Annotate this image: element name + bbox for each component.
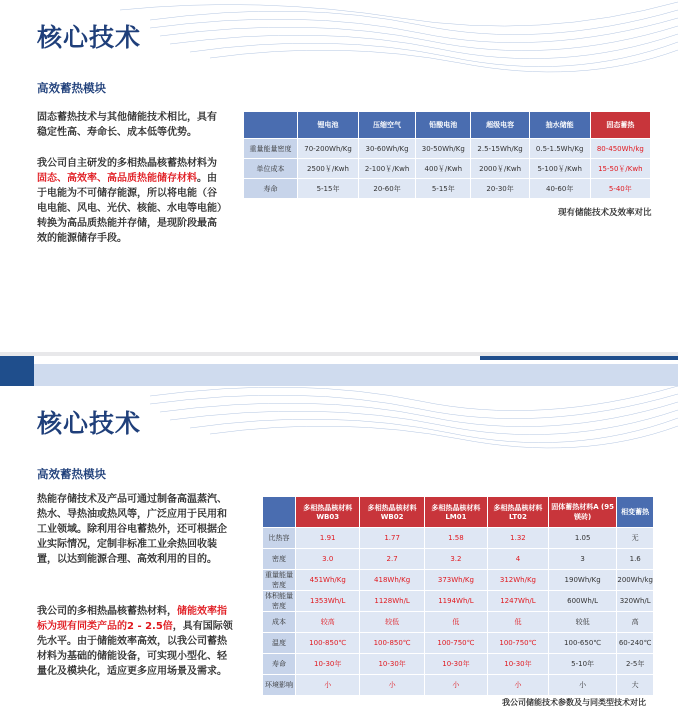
table-cell: 10-30年 xyxy=(360,654,424,675)
table-row xyxy=(263,612,654,633)
table-header-cell: 多相热晶核材料 WB02 xyxy=(360,497,424,528)
table-cell: 10-30年 xyxy=(424,654,487,675)
table-header-cell: 相变蓄热 xyxy=(617,497,654,528)
table-cell: 15-50￥/Kwh xyxy=(590,159,650,179)
table-cell: 5-15年 xyxy=(416,179,471,199)
table-cell: 5-10年 xyxy=(548,654,617,675)
row-label-cell: 密度 xyxy=(263,549,296,570)
table-cell: 100-850℃ xyxy=(296,633,360,654)
table-header-row xyxy=(263,497,654,528)
page-title: 核心技术 xyxy=(37,409,142,438)
table-cell: 320Wh/L xyxy=(617,591,654,612)
table-header-cell: 固体蓄热材料A (95镁砖) xyxy=(548,497,617,528)
table-cell: 1353Wh/L xyxy=(296,591,360,612)
table-cell: 10-30年 xyxy=(488,654,549,675)
row-label-cell: 温度 xyxy=(263,633,296,654)
slide-2 xyxy=(0,356,678,712)
table-row xyxy=(244,139,651,159)
description-text-b: 。由于电能为不可储存能源，所以将电能（谷电电能、风电、光伏、核能、水电等电能）转换为高品质热能并存储，是现阶段最高效的能源储存手段。 xyxy=(37,173,222,244)
table-header-cell: 多相热晶核材料 LM01 xyxy=(424,497,487,528)
table-cell: 40-60年 xyxy=(529,179,590,199)
row-label-cell: 单位成本 xyxy=(244,159,298,179)
table-cell: 373Wh/Kg xyxy=(424,570,487,591)
table-cell: 1128Wh/L xyxy=(360,591,424,612)
description-paragraph xyxy=(37,604,233,679)
table-cell: 100-650℃ xyxy=(548,633,617,654)
page-title: 核心技术 xyxy=(37,23,142,52)
table-cell: 20-60年 xyxy=(359,179,416,199)
table-cell: 2.7 xyxy=(360,549,424,570)
table-cell: 30-60Wh/Kg xyxy=(359,139,416,159)
table-cell: 小 xyxy=(548,675,617,696)
table-cell: 600Wh/L xyxy=(548,591,617,612)
table-cell: 小 xyxy=(424,675,487,696)
table-cell: 30-50Wh/Kg xyxy=(416,139,471,159)
table-cell: 5-100￥/Kwh xyxy=(529,159,590,179)
table-header-cell xyxy=(244,112,298,139)
table-cell: 2500￥/Kwh xyxy=(298,159,359,179)
row-label-cell: 环境影响 xyxy=(263,675,296,696)
header-stripe xyxy=(480,356,678,360)
table-header-cell: 压缩空气 xyxy=(359,112,416,139)
table-caption: 我公司储能技术参数及与同类型技术对比 xyxy=(502,698,646,707)
table-cell: 190Wh/Kg xyxy=(548,570,617,591)
table-header-row xyxy=(244,112,651,139)
row-label-cell: 重量能量密度 xyxy=(263,570,296,591)
row-label-cell: 寿命 xyxy=(244,179,298,199)
row-label-cell: 比热容 xyxy=(263,528,296,549)
table-cell: 高 xyxy=(617,612,654,633)
description-text-a: 我公司自主研发的多相热晶核蓄热材料为 xyxy=(37,158,217,169)
table-row xyxy=(244,179,651,199)
table-cell: 80-450Wh/kg xyxy=(590,139,650,159)
table-cell: 2-100￥/Kwh xyxy=(359,159,416,179)
table-cell: 100-850℃ xyxy=(360,633,424,654)
row-label-cell: 体积能量密度 xyxy=(263,591,296,612)
table-cell: 400￥/Kwh xyxy=(416,159,471,179)
table-cell: 低 xyxy=(424,612,487,633)
section-subtitle: 高效蓄热模块 xyxy=(37,467,106,481)
table-cell: 小 xyxy=(360,675,424,696)
section-subtitle: 高效蓄热模块 xyxy=(37,81,106,95)
table-cell: 3 xyxy=(548,549,617,570)
row-label-cell: 成本 xyxy=(263,612,296,633)
table-cell: 10-30年 xyxy=(296,654,360,675)
table-cell: 3.0 xyxy=(296,549,360,570)
table-cell: 1.58 xyxy=(424,528,487,549)
table-header-cell: 固态蓄热 xyxy=(590,112,650,139)
table-cell: 2-5年 xyxy=(617,654,654,675)
description-paragraph xyxy=(37,156,223,246)
table-row xyxy=(263,570,654,591)
table-cell: 无 xyxy=(617,528,654,549)
description-text-a: 我公司的多相热晶核蓄热材料， xyxy=(37,606,177,617)
table-cell: 1.32 xyxy=(488,528,549,549)
table-cell: 1.05 xyxy=(548,528,617,549)
table-row xyxy=(263,549,654,570)
table-header-cell xyxy=(263,497,296,528)
table-row xyxy=(263,591,654,612)
table-cell: 1.91 xyxy=(296,528,360,549)
table-cell: 451Wh/Kg xyxy=(296,570,360,591)
table-row xyxy=(263,675,654,696)
table-cell: 1.6 xyxy=(617,549,654,570)
table-row xyxy=(263,528,654,549)
table-cell: 2.5-15Wh/Kg xyxy=(471,139,529,159)
table-cell: 小 xyxy=(488,675,549,696)
slide-1 xyxy=(0,0,678,352)
highlight-text: 固态、高效率、高品质热能储存材料 xyxy=(37,173,197,184)
table-cell: 70-200Wh/Kg xyxy=(298,139,359,159)
table-cell: 较高 xyxy=(296,612,360,633)
table-cell: 1247Wh/L xyxy=(488,591,549,612)
table-header-cell: 超级电容 xyxy=(471,112,529,139)
intro-paragraph: 固态蓄热技术与其他储能技术相比，具有稳定性高、寿命长、成本低等优势。 xyxy=(37,112,217,138)
table-cell: 200Wh/kg xyxy=(617,570,654,591)
table-cell: 小 xyxy=(296,675,360,696)
highlight-text: 储能效率指标为现有同类产品的2 - 2.5倍 xyxy=(37,606,227,632)
table-cell: 较低 xyxy=(548,612,617,633)
table-cell: 100-750℃ xyxy=(424,633,487,654)
table-cell: 3.2 xyxy=(424,549,487,570)
table-cell: 100-750℃ xyxy=(488,633,549,654)
table-row xyxy=(263,654,654,675)
table-cell: 20-30年 xyxy=(471,179,529,199)
table-caption: 现有储能技术及效率对比 xyxy=(558,208,652,218)
table-cell: 大 xyxy=(617,675,654,696)
parameter-table xyxy=(262,496,654,696)
table-cell: 1.77 xyxy=(360,528,424,549)
table-cell: 2000￥/Kwh xyxy=(471,159,529,179)
description-text-b: ，具有国际领先水平。由于储能效率高效，以我公司蓄热材料为基础的储能设备，可实现小型化、轻量化及模块化，适应更多应用场景及需求。 xyxy=(37,621,233,677)
table-header-cell: 铅酸电池 xyxy=(416,112,471,139)
table-cell: 60-240℃ xyxy=(617,633,654,654)
intro-paragraph: 热能存储技术及产品可通过制备高温蒸汽、热水、导热油或热风等，广泛应用于民用和工业领域。除利用谷电蓄热外，还可根据企业实际情况，定制非标准工业余热回收装置，以达到能源合理、高效利用的目的。 xyxy=(37,494,227,565)
table-cell: 较低 xyxy=(360,612,424,633)
table-header-cell: 多相热晶核材料 WB03 xyxy=(296,497,360,528)
table-cell: 0.5-1.5Wh/Kg xyxy=(529,139,590,159)
table-row xyxy=(244,159,651,179)
table-header-cell: 抽水储能 xyxy=(529,112,590,139)
row-label-cell: 重量能量密度 xyxy=(244,139,298,159)
table-header-cell: 锂电池 xyxy=(298,112,359,139)
table-cell: 418Wh/Kg xyxy=(360,570,424,591)
row-label-cell: 寿命 xyxy=(263,654,296,675)
table-cell: 1194Wh/L xyxy=(424,591,487,612)
table-cell: 5-40年 xyxy=(590,179,650,199)
table-row xyxy=(263,633,654,654)
comparison-table xyxy=(243,111,651,199)
table-cell: 低 xyxy=(488,612,549,633)
table-header-cell: 多相热晶核材料 LT02 xyxy=(488,497,549,528)
table-cell: 312Wh/Kg xyxy=(488,570,549,591)
table-cell: 5-15年 xyxy=(298,179,359,199)
table-cell: 4 xyxy=(488,549,549,570)
